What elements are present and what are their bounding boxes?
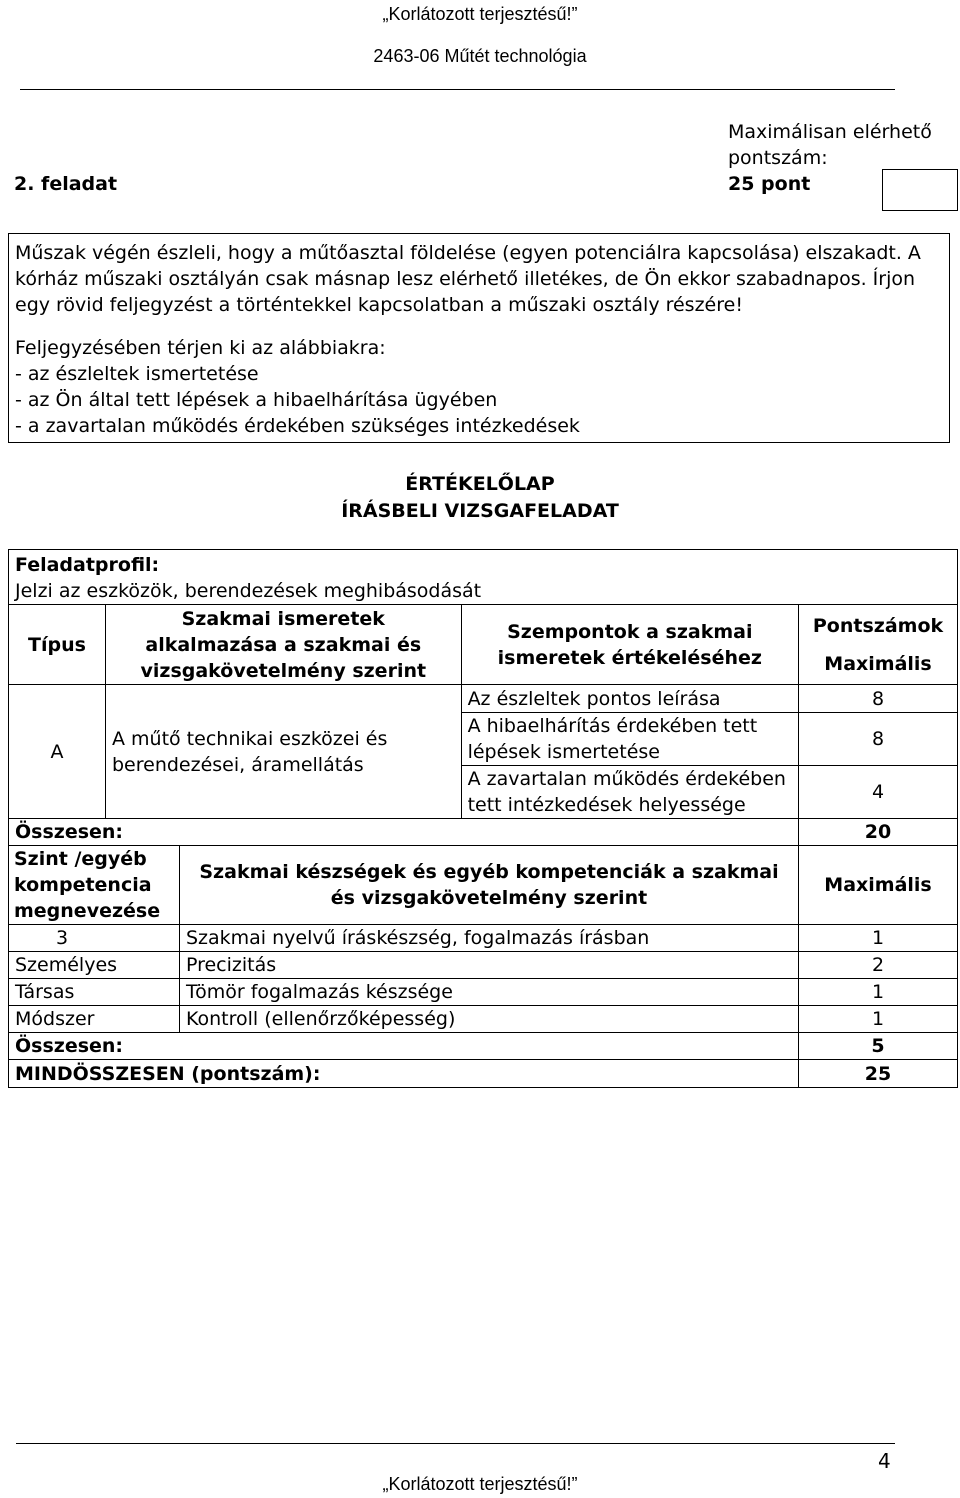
skill-name: Kontroll (ellenőrzőképesség) (179, 1006, 798, 1033)
score-box (882, 169, 958, 211)
col-skills-line: és vizsgakövetelmény szerint (330, 887, 648, 909)
col-level-line: Szint /egyéb (14, 848, 147, 870)
criterion-text (461, 713, 798, 766)
criterion-text-line: tett intézkedések helyessége (467, 794, 746, 816)
criterion-text-line: A hibaelhárítás érdekében tett (467, 715, 758, 737)
task-instruction-line: - a zavartalan működés érdekében szükséges intézkedések (15, 415, 580, 437)
subtotal-row (9, 1033, 958, 1060)
criterion-text-line: A zavartalan működés érdekében (467, 768, 786, 790)
subtotal2-value: 5 (799, 1033, 958, 1060)
col-level-line: kompetencia (14, 874, 152, 896)
page-number: 4 (878, 1449, 891, 1473)
knowledge-value-line: A műtő technikai eszközei és (111, 727, 388, 750)
profile-row (9, 550, 958, 605)
col-knowledge (105, 605, 461, 685)
evaluation-table (8, 549, 958, 1088)
col-skills (179, 846, 798, 925)
col-knowledge-line: alkalmazása a szakmai és (145, 633, 422, 656)
task-instruction-line: - az Ön által tett lépések a hibaelhárítása ügyében (15, 389, 498, 411)
col-knowledge-line: vizsgakövetelmény szerint (140, 659, 427, 682)
skill-row (9, 1006, 958, 1033)
footer-rule (16, 1443, 895, 1444)
skill-points: 1 (799, 979, 958, 1006)
max-label-line2: pontszám: (728, 147, 828, 169)
profile-text: Jelzi az eszközök, berendezések meghibásodását (15, 580, 482, 602)
total-row (9, 1060, 958, 1088)
criterion-text (461, 766, 798, 819)
total-label: MINDÖSSZESEN (pontszám): (9, 1060, 799, 1088)
max-points: 25 pont (728, 173, 811, 195)
col-criteria-line: ismeretek értékeléséhez (497, 646, 762, 669)
task-description-line: kórház műszaki osztályán csak másnap lesz elérhető illetékes, de Ön ekkor szabadnapos. Írjon (15, 268, 916, 290)
max-label-line1: Maximálisan elérhető (728, 121, 932, 143)
subtotal1-label: Összesen: (9, 819, 799, 846)
task-description-line: Műszak végén észleli, hogy a műtőasztal földelése (egyen potenciálra kapcsolása) elszakadt. A (15, 242, 921, 264)
skill-level: Társas (9, 979, 180, 1006)
col-level-line: megnevezése (14, 900, 161, 922)
type-value: A (9, 685, 106, 819)
knowledge-value (105, 685, 461, 819)
skill-row (9, 925, 958, 952)
task-instruction-line: - az észleltek ismertetése (15, 363, 259, 385)
skill-row (9, 952, 958, 979)
col-knowledge-line: Szakmai ismeretek (181, 607, 385, 630)
subtotal1-value: 20 (799, 819, 958, 846)
skill-level: Módszer (9, 1006, 180, 1033)
subtotal-row (9, 819, 958, 846)
skill-points: 1 (799, 1006, 958, 1033)
profile-label: Feladatprofil: (15, 554, 160, 576)
subtotal2-label: Összesen: (9, 1033, 799, 1060)
criterion-points: 8 (799, 713, 958, 766)
header-row (9, 605, 958, 685)
task-description-line: egy rövid feljegyzést a történtekkel kapcsolatban a műszaki osztály részére! (15, 294, 743, 316)
col-points (799, 605, 958, 685)
skills-header-row (9, 846, 958, 925)
skill-row (9, 979, 958, 1006)
col-type: Típus (9, 605, 106, 685)
task-description-box (8, 233, 950, 443)
skill-points: 1 (799, 925, 958, 952)
header-module-title: 2463-06 Műtét technológia (373, 46, 587, 66)
col-points-label: Pontszámok (812, 614, 944, 637)
header-restricted: „Korlátozott terjesztésű!” (382, 4, 578, 24)
skill-name: Szakmai nyelvű íráskészség, fogalmazás írásban (179, 925, 798, 952)
col-level (9, 846, 180, 925)
skill-name: Precizitás (179, 952, 798, 979)
skill-level: Személyes (9, 952, 180, 979)
task-instruction-line: Feljegyzésében térjen ki az alábbiakra: (15, 337, 386, 359)
col-criteria-line: Szempontok a szakmai (507, 620, 753, 643)
task-label: 2. feladat (14, 173, 118, 195)
criterion-text: Az észleltek pontos leírása (461, 685, 798, 713)
col-max-label: Maximális (824, 652, 932, 675)
criterion-points: 8 (799, 685, 958, 713)
evaluation-title: ÉRTÉKELŐLAP (405, 473, 555, 495)
skill-name: Tömör fogalmazás készsége (179, 979, 798, 1006)
col-max2: Maximális (799, 846, 958, 925)
evaluation-subtitle: ÍRÁSBELI VIZSGAFELADAT (341, 500, 619, 522)
skill-level: 3 (9, 925, 180, 952)
footer-restricted: „Korlátozott terjesztésű!” (382, 1474, 578, 1494)
criteria-row (9, 685, 958, 713)
col-skills-line: Szakmai készségek és egyéb kompetenciák a szakmai (199, 861, 779, 883)
criterion-points: 4 (799, 766, 958, 819)
col-criteria (461, 605, 798, 685)
skill-points: 2 (799, 952, 958, 979)
criterion-text-line: lépések ismertetése (467, 741, 660, 763)
total-value: 25 (799, 1060, 958, 1088)
header-rule (20, 89, 895, 90)
knowledge-value-line: berendezései, áramellátás (111, 753, 364, 776)
